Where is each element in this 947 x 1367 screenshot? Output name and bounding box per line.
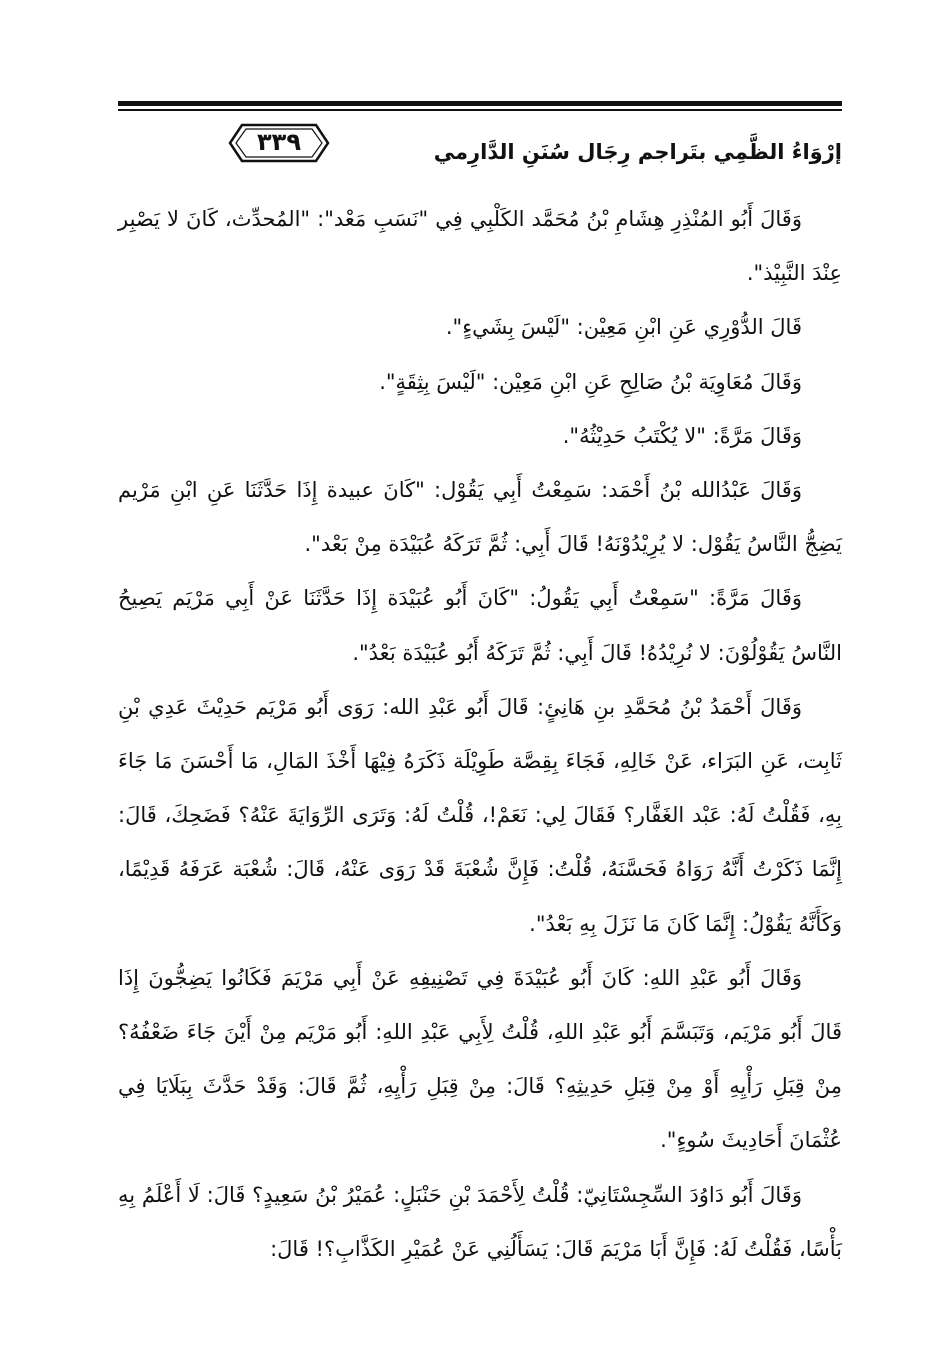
paragraph: وَقَالَ أَبُو المُنْذِرِ هِشَامِ بْنُ مُحَمَّد الكَلْبِي فِي "نَسَبِ مَعْد": "المُحدِّث، كَانَ لا يَصْبِر عِنْدَ النَّبِيْذ". xyxy=(118,207,842,286)
paragraph: وَقَالَ أَحْمَدُ بْنُ مُحَمَّدِ بنِ هَانِئٍ: قَالَ أَبُو عَبْدِ الله: رَوَى أَبُو مَرْيَم حَدِيْثَ عَدِي بْنِ ثَابِت، عَنِ البَرَاء، عَنْ خَالِهِ، فَجَاءَ بِقِصَّة طَوِيْلَة ذَكَرَهُ فِيْهَا أَخْذَ المَالِ، مَا أَحْسَنَ مَا جَاءَ بِهِ، فَقُلْتُ لَهُ: عَبْد الغَفَّار؟ فَقَالَ لِي: نَعَمْ!، قُلْتُ لَهُ: وَتَرَى الرِّوَايَةَ عَنْهُ؟ فَضَحِكَ، قَالَ: إِنَّمَا ذَكَرْتُ أَنَّهُ رَوَاهُ فَحَسَّنَهُ، قُلْتُ: فَإِنَّ شُعْبَةَ قَدْ رَوَى عَنْهُ، قَالَ: شُعْبَة عَرَفَهُ قَدِيْمًا، وَكَأَنَّهُ يَقُوْلُ: إِنَّمَا كَانَ مَا نَزَلَ بِهِ بَعْدُ". xyxy=(118,694,842,936)
page-number-ornament xyxy=(228,122,330,164)
paragraph: وَقَالَ عَبْدُالله بْنُ أَحْمَد: سَمِعْتُ أَبِي يَقُوْل: "كَانَ عبيدة إِذَا حَدَّثَنَا عَنِ ابْنِ مَرْيم يَضِجُّ النَّاسُ يَقُوْل: لا يُرِيْدُوْنَهُ! قَالَ أَبِي: ثُمَّ تَرَكَهُ عُبَيْدَة مِنْ بَعْد". xyxy=(118,478,842,557)
paragraph: وَقَالَ مَرَّةً: "لا يُكْتَبُ حَدِيْثُهُ". xyxy=(562,423,802,448)
page-number: ٣٣٩ xyxy=(257,128,301,156)
paragraph: وَقَالَ أَبُو عَبْدِ اللهِ: كَانَ أَبُو عُبَيْدَةَ فِي تَصْنِيفِهِ عَنْ أَبِي مَرْيَمَ فَكَانُوا يَضِجُّونَ إِذَا قَالَ أَبُو مَرْيَم، وَتَبَسَّمَ أَبُو عَبْدِ اللهِ، قُلْتُ لِأَبِي عَبْدِ اللهِ: أَبُو مَرْيَم مِنْ أَيْنَ جَاءَ ضَعْفُهُ؟ مِنْ قِبَلِ رَأْيِهِ أَوْ مِنْ قِبَلِ حَدِيثِهِ؟ قَالَ: مِنْ قِبَلِ رَأْيِهِ، ثُمَّ قَالَ: وَقَدْ حَدَّثَ بِبَلَايَا فِي عُثْمَانَ أَحَادِيثَ سُوءٍ". xyxy=(118,965,842,1153)
header-rule-thin xyxy=(118,109,842,111)
paragraph: وَقَالَ مَرَّةً: "سَمِعْتُ أَبِي يَقُولُ: "كَانَ أَبُو عُبَيْدَة إِذَا حَدَّثَنَا عَنْ أَبِي مَرْيَم يَصِيحُ النَّاسُ يَقُوْلُوْنَ: لا نُرِيْدُهُ! قَالَ أَبِي: ثُمَّ تَرَكَهُ أَبُو عُبَيْدَة بَعْدُ". xyxy=(118,586,842,665)
paragraph: وَقَالَ مُعَاوِيَة بْنُ صَالِحِ عَنِ ابْنِ مَعِيْن: "لَيْسَ بِثِقَةٍ". xyxy=(379,369,802,394)
paragraph: وَقَالَ أَبُو دَاوُدَ السِّجِسْتَانِيّ: قُلْتُ لِأَحْمَدَ بْنِ حَنْبَلٍ: عُمَيْرُ بْنُ سَعِيدٍ؟ قَالَ: لَا أَعْلَمُ بِهِ بَأْسًا، فَقُلْتُ لَهُ: فَإِنَّ أَبَا مَرْيَمَ قَالَ: يَسَأَلُنِي عَنْ عُمَيْرِ الكَذَّابِ؟! قَالَ: xyxy=(118,1182,842,1261)
header-rule-thick xyxy=(118,101,842,106)
main-text xyxy=(118,192,842,1276)
paragraph: قَالَ الدُّوْرِي عَنِ ابْنِ مَعِيْن: "لَيْسَ بِشَيءٍ". xyxy=(445,315,802,340)
running-head-title: إرْوَاءُ الظَّمِي بتَراجم رِجَال سُنَنِ الدَّارِمي xyxy=(433,140,842,164)
